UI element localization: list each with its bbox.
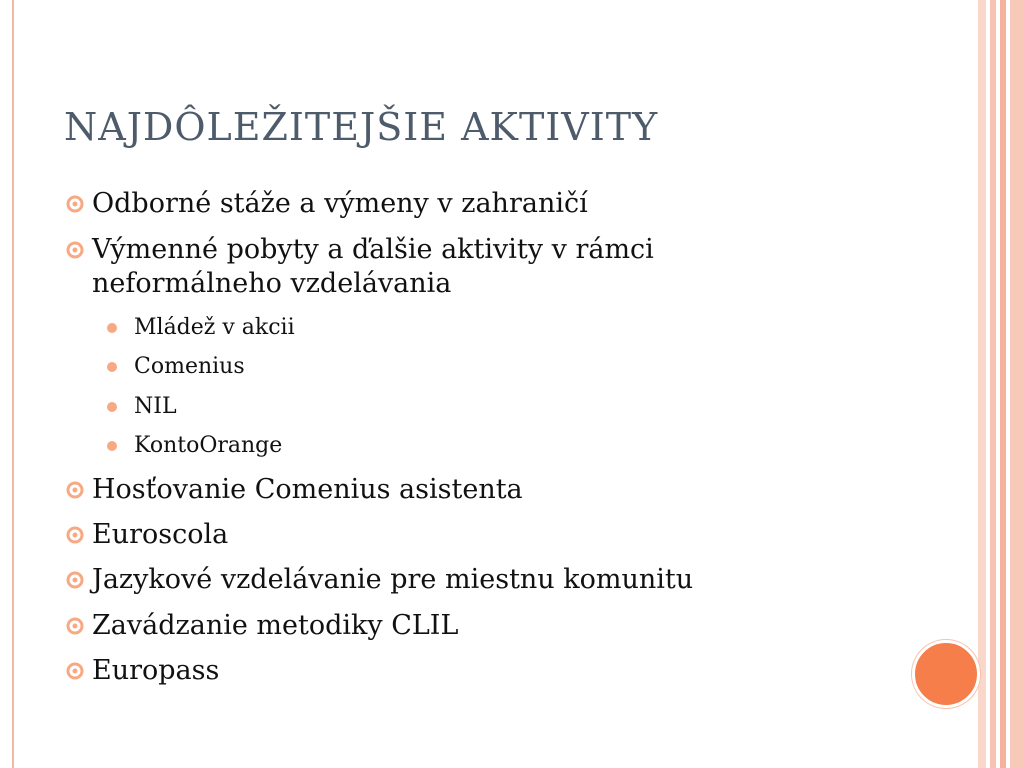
sub-list-item-text: KontoOrange (134, 433, 283, 458)
orange-ring-bullet-icon (66, 481, 84, 499)
sub-list-item-text: Comenius (134, 354, 245, 379)
orange-dot-bullet-icon (107, 323, 117, 333)
right-stripe (1010, 0, 1024, 768)
orange-ring-bullet-icon (66, 571, 84, 589)
list-item-text: Euroscola (92, 519, 229, 550)
list-item-text: Hosťovanie Comenius asistenta (92, 474, 523, 505)
right-stripe (978, 0, 986, 768)
list-item-text-line1: Výmenné pobyty a ďalšie aktivity v rámci (92, 234, 654, 265)
orange-dot-bullet-icon (107, 402, 117, 412)
orange-ring-bullet-icon (66, 241, 84, 259)
list-item-text: Jazykové vzdelávanie pre miestnu komunitu (92, 564, 694, 595)
sub-list-item-text: NIL (134, 394, 177, 419)
slide-title: NAJDÔLEŽITEJŠIE AKTIVITY (64, 105, 659, 149)
left-border-line (12, 0, 14, 768)
orange-dot-bullet-icon (107, 362, 117, 372)
orange-ring-bullet-icon (66, 526, 84, 544)
orange-ring-bullet-icon (66, 617, 84, 635)
sub-list-item-text: Mládež v akcii (134, 315, 295, 340)
list-item-text: Zavádzanie metodiky CLIL (92, 610, 459, 641)
list-item-text-line2: neformálneho vzdelávania (92, 268, 452, 299)
orange-dot-bullet-icon (107, 441, 117, 451)
orange-ring-bullet-icon (66, 195, 84, 213)
orange-circle-decoration (912, 640, 980, 708)
list-item-text: Odborné stáže a výmeny v zahraničí (92, 188, 588, 219)
orange-ring-bullet-icon (66, 662, 84, 680)
list-item-text: Europass (92, 655, 220, 686)
